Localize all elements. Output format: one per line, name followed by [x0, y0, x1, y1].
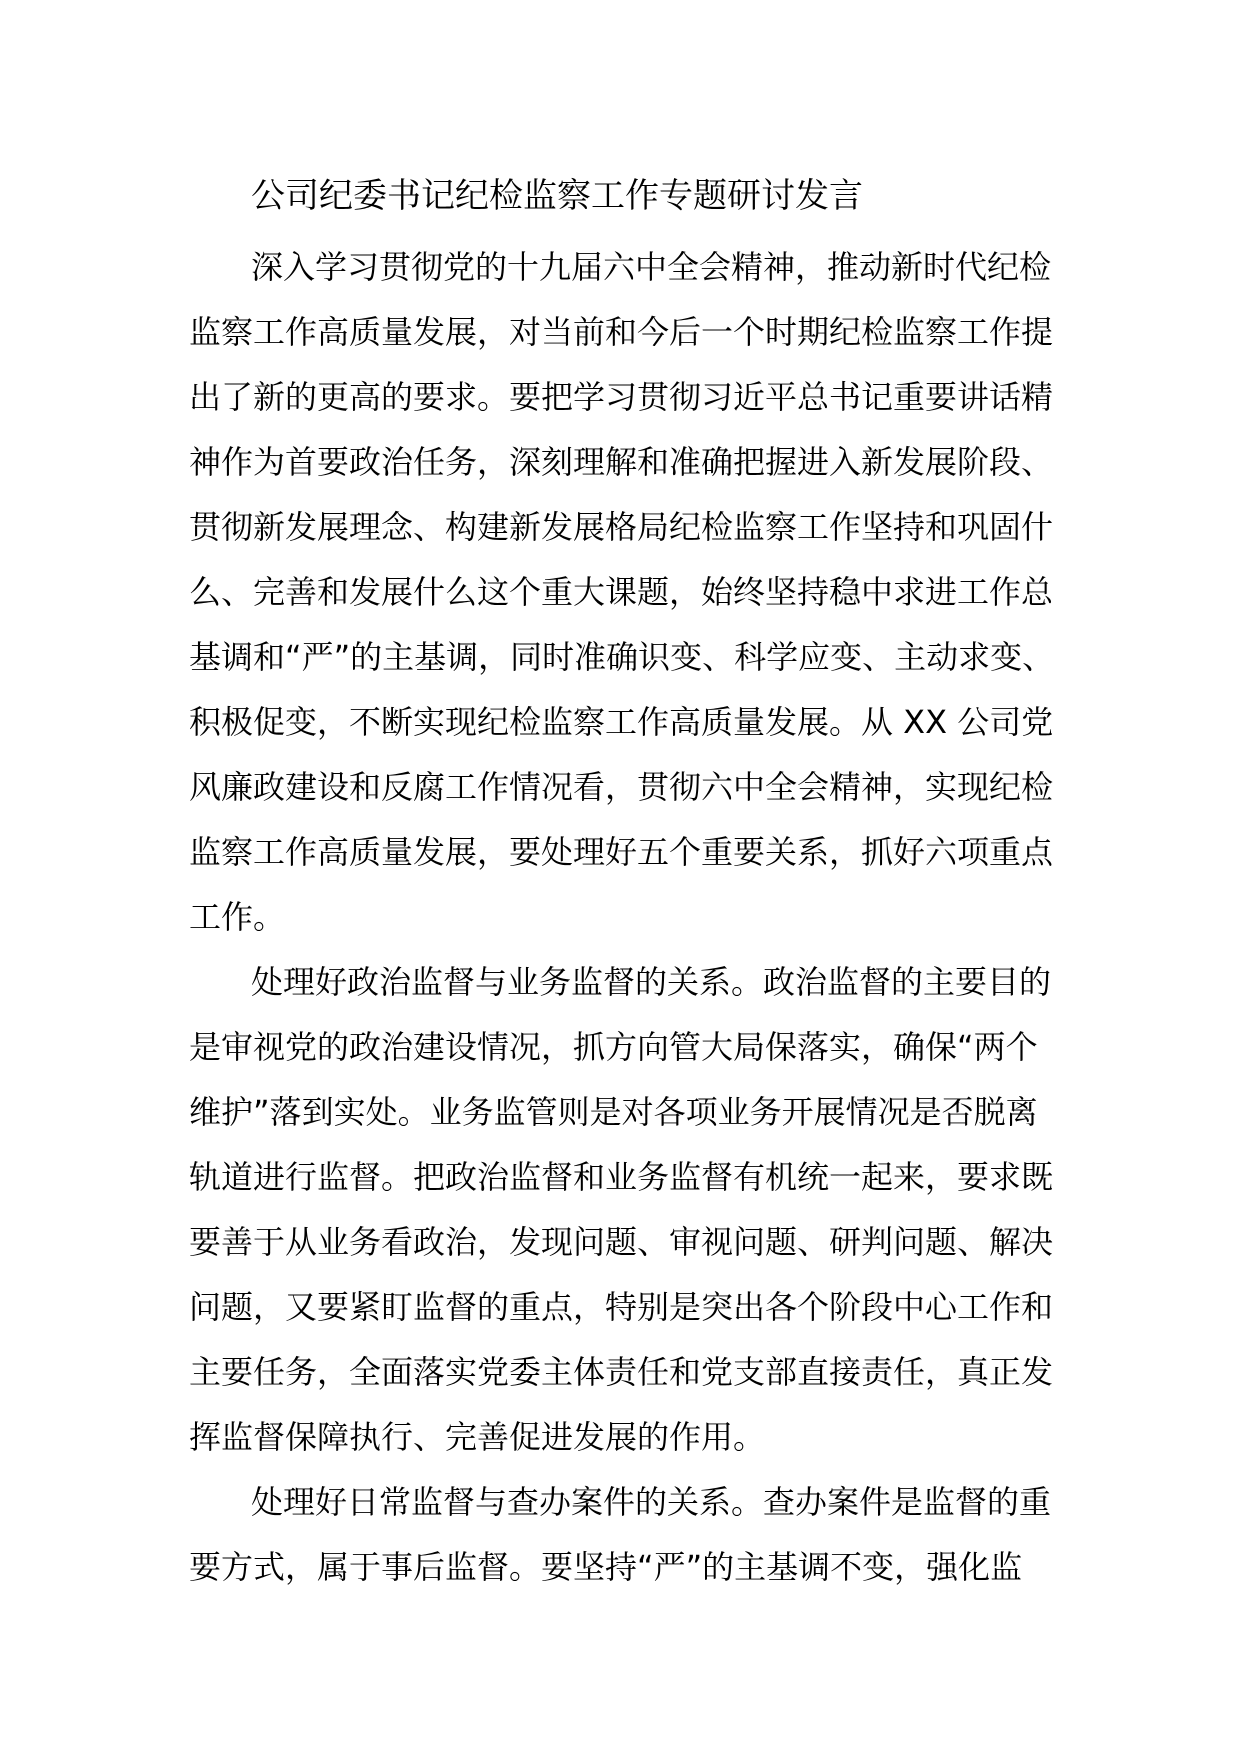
text-line: 是审视党的政治建设情况，抓方向管大局保落实，确保“两个 [189, 1028, 1038, 1066]
text-line: 贯彻新发展理念、构建新发展格局纪检监察工作坚持和巩固什 [189, 508, 1054, 546]
text-line: 轨道进行监督。把政治监督和业务监督有机统一起来，要求既 [189, 1158, 1054, 1196]
text-line: 处理好政治监督与业务监督的关系。政治监督的主要目的 [251, 963, 1052, 1001]
text-line: 主要任务，全面落实党委主体责任和党支部直接责任，真正发 [189, 1353, 1054, 1391]
text-line: 神作为首要政治任务，深刻理解和准确把握进入新发展阶段、 [189, 443, 1054, 481]
text-line: 问题，又要紧盯监督的重点，特别是突出各个阶段中心工作和 [189, 1288, 1054, 1326]
text-line: 监察工作高质量发展，要处理好五个重要关系，抓好六项重点 [189, 833, 1054, 871]
text-line: 要方式，属于事后监督。要坚持“严”的主基调不变，强化监 [189, 1548, 1023, 1586]
text-line: 积极促变，不断实现纪检监察工作高质量发展。从 XX 公司党 [189, 703, 1054, 741]
text-line: 监察工作高质量发展，对当前和今后一个时期纪检监察工作提 [189, 313, 1054, 351]
text-line: 挥监督保障执行、完善促进发展的作用。 [189, 1418, 766, 1456]
document-title: 公司纪委书记纪检监察工作专题研讨发言 [251, 176, 863, 216]
text-line: 要善于从业务看政治，发现问题、审视问题、研判问题、解决 [189, 1223, 1054, 1261]
text-line: 风廉政建设和反腐工作情况看，贯彻六中全会精神，实现纪检 [189, 768, 1054, 806]
text-line: 深入学习贯彻党的十九届六中全会精神，推动新时代纪检 [251, 248, 1052, 286]
text-line: 维护”落到实处。业务监管则是对各项业务开展情况是否脱离 [189, 1093, 1038, 1131]
text-line: 处理好日常监督与查办案件的关系。查办案件是监督的重 [251, 1483, 1052, 1521]
text-line: 基调和“严”的主基调，同时准确识变、科学应变、主动求变、 [189, 638, 1055, 676]
text-line: 工作。 [189, 898, 286, 936]
text-line: 么、完善和发展什么这个重大课题，始终坚持稳中求进工作总 [189, 573, 1054, 611]
document-body [189, 235, 1074, 1600]
text-line: 出了新的更高的要求。要把学习贯彻习近平总书记重要讲话精 [189, 378, 1054, 416]
